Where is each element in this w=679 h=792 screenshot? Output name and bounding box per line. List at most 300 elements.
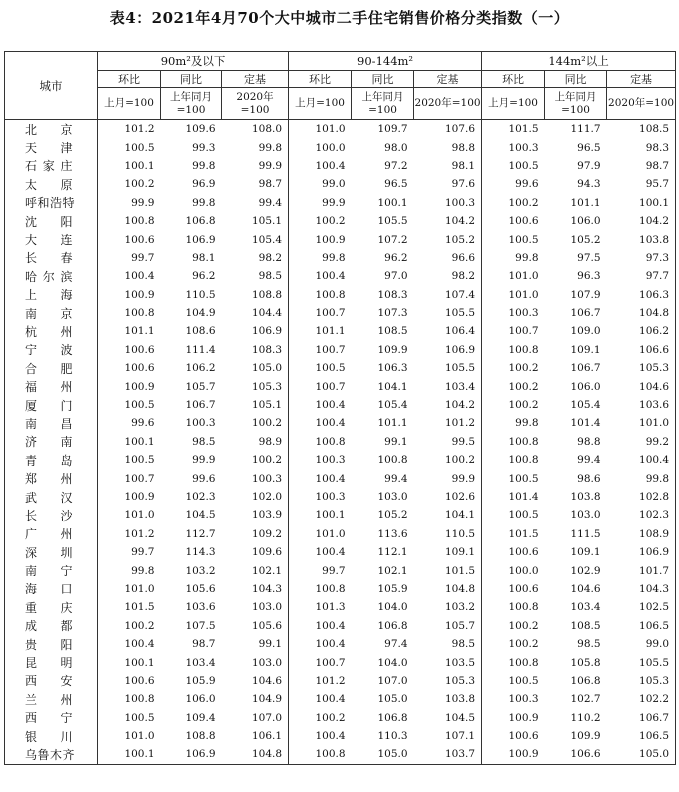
index-value-cell: 101.2: [445, 417, 476, 430]
index-value-cell: 107.3: [377, 307, 408, 320]
city-name: 乌鲁木齐: [25, 747, 76, 762]
index-value-cell: 100.6: [482, 212, 545, 230]
index-value-cell: 100.5: [98, 138, 161, 156]
index-value-cell: 96.5: [384, 178, 408, 191]
index-value-cell: 106.5: [607, 617, 676, 635]
index-value-cell: 98.8: [451, 141, 476, 154]
city-cell: [5, 469, 98, 487]
index-value-cell: 105.0: [251, 362, 283, 375]
index-value-cell: 99.6: [192, 472, 216, 485]
index-value-cell: 100.2: [482, 396, 545, 414]
city-cell: [5, 525, 98, 543]
index-value-cell: 100.2: [251, 417, 283, 430]
index-value-cell: 100.9: [98, 286, 161, 304]
index-value-cell: 105.3: [251, 380, 283, 393]
index-value-cell: 100.8: [289, 745, 352, 764]
index-value-cell: 109.6: [251, 546, 283, 559]
index-value-cell: 100.7: [289, 341, 352, 359]
index-value-cell: 100.6: [98, 359, 161, 377]
city-name: 南宁: [25, 564, 73, 579]
index-value-cell: 99.8: [607, 469, 676, 487]
index-value-cell: 99.8: [482, 414, 545, 432]
group-header-small: 90m²及以下: [98, 52, 289, 71]
city-name: 哈尔滨: [25, 269, 73, 284]
index-value-cell: 106.3: [607, 286, 676, 304]
index-value-cell: 106.7: [185, 399, 216, 412]
index-value-cell: 100.8: [98, 212, 161, 230]
index-value-cell: 105.1: [251, 215, 283, 228]
city-name: 南昌: [25, 416, 73, 431]
index-value-cell: 104.1: [377, 380, 408, 393]
index-value-cell: 104.0: [377, 656, 408, 669]
table-row: [5, 341, 676, 359]
index-value-cell: 106.0: [570, 380, 601, 393]
col-header-base: 定基: [607, 71, 676, 88]
index-value-cell: 100.3: [251, 472, 283, 485]
index-value-cell: 105.6: [251, 619, 283, 632]
index-value-cell: 96.2: [384, 251, 408, 264]
index-value-cell: 99.7: [289, 561, 352, 579]
base-header-2020: 2020年=100: [222, 88, 289, 120]
index-value-cell: 100.5: [482, 672, 545, 690]
index-value-cell: 98.7: [258, 178, 283, 191]
col-header-yoy: 同比: [545, 71, 607, 88]
index-value-cell: 102.7: [570, 693, 601, 706]
index-value-cell: 100.4: [289, 635, 352, 653]
table-row: [5, 396, 676, 414]
index-value-cell: 97.3: [607, 249, 676, 267]
index-value-cell: 100.4: [289, 543, 352, 561]
index-value-cell: 102.2: [607, 690, 676, 708]
index-value-cell: 101.5: [98, 598, 161, 616]
city-name: 海口: [25, 582, 73, 597]
index-value-cell: 95.7: [607, 175, 676, 193]
city-name: 上海: [25, 288, 73, 303]
city-cell: [5, 359, 98, 377]
city-name: 杭州: [25, 324, 73, 339]
index-value-cell: 102.3: [185, 491, 216, 503]
index-value-cell: 100.8: [482, 598, 545, 616]
index-value-cell: 108.6: [185, 325, 216, 338]
index-value-cell: 98.2: [258, 251, 283, 264]
index-value-cell: 100.4: [289, 690, 352, 708]
index-value-cell: 102.0: [251, 491, 283, 503]
index-value-cell: 105.4: [251, 233, 283, 246]
base-header-last-month: 上月=100: [289, 88, 352, 120]
table-row: [5, 506, 676, 524]
index-value-cell: 100.4: [98, 267, 161, 285]
index-value-cell: 101.0: [289, 120, 352, 139]
index-value-cell: 106.9: [445, 343, 476, 356]
base-header-last-month: 上月=100: [482, 88, 545, 120]
index-value-cell: 98.0: [384, 141, 408, 154]
index-value-cell: 106.7: [607, 709, 676, 727]
index-value-cell: 104.4: [251, 307, 283, 320]
index-value-cell: 109.9: [377, 343, 408, 356]
index-value-cell: 111.7: [570, 123, 601, 136]
index-value-cell: 106.0: [185, 693, 216, 706]
table-row: [5, 745, 676, 764]
city-cell: [5, 341, 98, 359]
index-value-cell: 104.0: [377, 601, 408, 614]
index-value-cell: 100.8: [482, 433, 545, 451]
index-value-cell: 100.7: [482, 322, 545, 340]
city-cell: [5, 212, 98, 230]
index-value-cell: 106.2: [185, 362, 216, 375]
index-value-cell: 101.5: [482, 525, 545, 543]
index-value-cell: 104.6: [251, 674, 283, 687]
index-value-cell: 104.8: [222, 745, 289, 764]
city-name: 昆明: [25, 656, 73, 671]
col-header-yoy: 同比: [161, 71, 222, 88]
index-value-cell: 101.7: [607, 561, 676, 579]
index-value-cell: 100.3: [185, 417, 216, 430]
index-value-cell: 104.1: [445, 509, 476, 522]
index-value-cell: 105.0: [377, 693, 408, 706]
index-value-cell: 101.1: [570, 196, 601, 209]
index-value-cell: 100.5: [482, 157, 545, 175]
city-cell: [5, 267, 98, 285]
index-value-cell: 109.7: [377, 123, 408, 136]
index-value-cell: 101.1: [289, 322, 352, 340]
index-value-cell: 96.9: [192, 178, 216, 191]
city-name: 长春: [25, 251, 73, 266]
index-value-cell: 106.2: [607, 322, 676, 340]
table-row: [5, 230, 676, 248]
index-value-cell: 100.5: [98, 396, 161, 414]
city-cell: [5, 396, 98, 414]
index-value-cell: 104.8: [445, 582, 476, 595]
city-name: 太原: [25, 177, 73, 192]
index-value-cell: 100.4: [607, 451, 676, 469]
index-value-cell: 106.6: [607, 341, 676, 359]
index-value-cell: 99.3: [192, 141, 216, 154]
city-name: 青岛: [25, 453, 73, 468]
index-value-cell: 109.1: [570, 343, 601, 356]
index-value-cell: 101.2: [98, 120, 161, 139]
city-name: 石家庄: [25, 159, 73, 174]
base-header-last-year: 上年同月 =100: [352, 88, 414, 120]
index-value-cell: 99.5: [451, 435, 476, 448]
city-cell: [5, 617, 98, 635]
city-cell: [5, 561, 98, 579]
index-value-cell: 105.2: [445, 233, 476, 246]
index-value-cell: 108.3: [251, 343, 283, 356]
city-name: 合肥: [25, 361, 73, 376]
index-value-cell: 100.2: [445, 454, 476, 467]
table-row: [5, 488, 676, 506]
index-value-cell: 100.9: [289, 230, 352, 248]
index-value-cell: 100.4: [289, 469, 352, 487]
index-value-cell: 112.7: [185, 527, 216, 540]
index-value-cell: 102.3: [607, 506, 676, 524]
index-value-cell: 99.0: [289, 175, 352, 193]
index-value-cell: 105.2: [570, 233, 601, 246]
index-value-cell: 103.4: [570, 601, 601, 614]
index-value-cell: 100.2: [251, 454, 283, 467]
table-row: [5, 617, 676, 635]
index-value-cell: 100.2: [482, 635, 545, 653]
index-value-cell: 108.8: [251, 288, 283, 301]
index-value-cell: 100.1: [377, 196, 408, 209]
index-value-cell: 103.0: [251, 601, 283, 614]
index-value-cell: 100.3: [482, 138, 545, 156]
city-name: 成都: [25, 619, 73, 634]
index-value-cell: 98.6: [577, 472, 601, 485]
index-value-cell: 104.5: [185, 509, 216, 522]
index-value-cell: 103.4: [185, 656, 216, 669]
index-value-cell: 99.9: [192, 454, 216, 467]
index-value-cell: 104.2: [607, 212, 676, 230]
city-name: 沈阳: [25, 214, 73, 229]
city-name: 宁波: [25, 343, 73, 358]
index-value-cell: 101.1: [377, 417, 408, 430]
index-value-cell: 102.5: [607, 598, 676, 616]
index-value-cell: 100.8: [98, 690, 161, 708]
city-name: 广州: [25, 527, 73, 542]
index-value-cell: 100.5: [289, 359, 352, 377]
index-value-cell: 101.3: [289, 598, 352, 616]
index-value-cell: 99.1: [384, 435, 408, 448]
index-value-cell: 111.4: [185, 343, 216, 356]
city-cell: [5, 543, 98, 561]
city-cell: [5, 433, 98, 451]
index-value-cell: 104.3: [607, 580, 676, 598]
table-row: [5, 690, 676, 708]
index-value-cell: 101.5: [445, 564, 476, 577]
index-value-cell: 109.6: [185, 123, 216, 136]
city-cell: [5, 249, 98, 267]
index-value-cell: 103.2: [445, 601, 476, 614]
city-cell: [5, 653, 98, 671]
city-cell: [5, 709, 98, 727]
index-value-cell: 108.0: [251, 123, 283, 136]
index-value-cell: 109.9: [570, 730, 601, 743]
table-row: [5, 194, 676, 212]
table-row: [5, 580, 676, 598]
index-value-cell: 106.9: [185, 233, 216, 246]
index-value-cell: 104.6: [570, 582, 601, 595]
index-value-cell: 99.4: [258, 196, 283, 209]
index-value-cell: 107.0: [251, 711, 283, 724]
index-value-cell: 101.0: [482, 286, 545, 304]
index-value-cell: 105.5: [607, 653, 676, 671]
index-value-cell: 108.8: [185, 730, 216, 743]
index-value-cell: 108.5: [607, 120, 676, 139]
index-value-cell: 106.8: [185, 215, 216, 228]
index-value-cell: 105.6: [185, 582, 216, 595]
index-value-cell: 104.9: [251, 693, 283, 706]
index-value-cell: 100.8: [482, 653, 545, 671]
city-cell: [5, 727, 98, 745]
index-value-cell: 100.3: [289, 451, 352, 469]
index-value-cell: 108.5: [570, 619, 601, 632]
index-value-cell: 107.9: [570, 288, 601, 301]
index-value-cell: 97.0: [384, 270, 408, 283]
index-value-cell: 100.8: [482, 341, 545, 359]
city-name: 贵阳: [25, 637, 73, 652]
index-value-cell: 100.4: [289, 267, 352, 285]
city-cell: [5, 580, 98, 598]
index-value-cell: 100.0: [289, 138, 352, 156]
index-value-cell: 98.1: [192, 251, 216, 264]
index-value-cell: 97.5: [577, 251, 601, 264]
index-value-cell: 103.4: [445, 380, 476, 393]
index-value-cell: 107.6: [445, 123, 476, 136]
index-value-cell: 114.3: [185, 546, 216, 559]
index-value-cell: 106.0: [570, 215, 601, 228]
index-value-cell: 97.4: [384, 638, 408, 651]
index-value-cell: 106.5: [607, 727, 676, 745]
index-value-cell: 96.6: [451, 251, 476, 264]
table-row: [5, 653, 676, 671]
group-header-medium: 90-144m²: [289, 52, 482, 71]
index-value-cell: 106.6: [545, 745, 607, 764]
city-cell: [5, 322, 98, 340]
index-value-cell: 99.7: [98, 249, 161, 267]
index-value-cell: 99.8: [98, 561, 161, 579]
index-value-cell: 102.1: [377, 564, 408, 577]
city-cell: [5, 506, 98, 524]
index-value-cell: 102.1: [251, 564, 283, 577]
table-body: [5, 120, 676, 765]
index-value-cell: 113.6: [377, 527, 408, 540]
city-column-header: 城市: [5, 52, 98, 120]
index-value-cell: 100.2: [482, 377, 545, 395]
index-value-cell: 103.8: [570, 491, 601, 503]
index-value-cell: 99.8: [289, 249, 352, 267]
col-header-mom: 环比: [289, 71, 352, 88]
table-row: [5, 267, 676, 285]
city-cell: [5, 230, 98, 248]
index-value-cell: 108.9: [607, 525, 676, 543]
city-name: 呼和浩特: [25, 196, 76, 211]
city-cell: [5, 120, 98, 139]
city-cell: [5, 672, 98, 690]
index-value-cell: 97.7: [607, 267, 676, 285]
col-header-mom: 环比: [482, 71, 545, 88]
col-header-mom: 环比: [98, 71, 161, 88]
index-value-cell: 109.1: [445, 546, 476, 559]
index-value-cell: 97.2: [384, 159, 408, 172]
index-value-cell: 100.1: [98, 433, 161, 451]
index-value-cell: 101.0: [98, 727, 161, 745]
index-value-cell: 103.5: [445, 656, 476, 669]
index-value-cell: 106.7: [570, 307, 601, 320]
index-value-cell: 100.7: [98, 469, 161, 487]
index-value-cell: 109.4: [185, 711, 216, 724]
base-header-last-year: 上年同月 =100: [545, 88, 607, 120]
index-value-cell: 100.1: [98, 653, 161, 671]
index-value-cell: 101.4: [482, 488, 545, 506]
index-value-cell: 106.9: [607, 543, 676, 561]
index-value-cell: 106.8: [377, 619, 408, 632]
table-row: [5, 157, 676, 175]
index-value-cell: 101.4: [570, 417, 601, 430]
index-value-cell: 105.5: [377, 215, 408, 228]
table-row: [5, 138, 676, 156]
index-value-cell: 103.0: [251, 656, 283, 669]
index-value-cell: 99.7: [98, 543, 161, 561]
table-row: [5, 212, 676, 230]
city-cell: [5, 157, 98, 175]
city-name: 兰州: [25, 692, 73, 707]
index-value-cell: 103.0: [377, 491, 408, 503]
city-cell: [5, 194, 98, 212]
index-value-cell: 100.4: [98, 635, 161, 653]
table-row: [5, 561, 676, 579]
base-header-2020: 2020年=100: [607, 88, 676, 120]
index-value-cell: 104.3: [251, 582, 283, 595]
index-value-cell: 105.4: [377, 399, 408, 412]
index-value-cell: 101.2: [289, 672, 352, 690]
city-cell: [5, 635, 98, 653]
index-value-cell: 100.5: [482, 506, 545, 524]
index-value-cell: 105.9: [185, 674, 216, 687]
table-row: [5, 359, 676, 377]
city-cell: [5, 745, 98, 764]
index-value-cell: 99.0: [607, 635, 676, 653]
index-value-cell: 100.9: [98, 488, 161, 506]
base-header-last-year: 上年同月 =100: [161, 88, 222, 120]
index-value-cell: 98.7: [607, 157, 676, 175]
index-value-cell: 100.4: [289, 157, 352, 175]
table-row: [5, 709, 676, 727]
index-value-cell: 105.3: [445, 674, 476, 687]
index-value-cell: 101.0: [98, 580, 161, 598]
index-value-cell: 99.2: [607, 433, 676, 451]
index-value-cell: 100.8: [482, 451, 545, 469]
index-value-cell: 105.4: [570, 399, 601, 412]
city-cell: [5, 414, 98, 432]
index-value-cell: 100.7: [289, 304, 352, 322]
table-row: [5, 598, 676, 616]
city-cell: [5, 175, 98, 193]
index-value-cell: 103.9: [251, 509, 283, 522]
table-row: [5, 414, 676, 432]
table-row: [5, 433, 676, 451]
table-row: [5, 120, 676, 139]
city-name: 长沙: [25, 508, 73, 523]
index-value-cell: 100.6: [482, 580, 545, 598]
index-value-cell: 100.6: [98, 672, 161, 690]
city-cell: [5, 138, 98, 156]
index-value-cell: 106.7: [570, 362, 601, 375]
index-value-cell: 98.1: [451, 159, 476, 172]
index-value-cell: 100.8: [289, 286, 352, 304]
city-name: 北京: [25, 122, 73, 137]
index-value-cell: 100.1: [607, 194, 676, 212]
index-value-cell: 101.0: [98, 506, 161, 524]
index-value-cell: 104.2: [445, 215, 476, 228]
col-header-yoy: 同比: [352, 71, 414, 88]
index-value-cell: 102.9: [570, 564, 601, 577]
index-value-cell: 105.2: [377, 509, 408, 522]
index-value-cell: 100.8: [98, 304, 161, 322]
index-value-cell: 106.1: [251, 730, 283, 743]
table-row: [5, 727, 676, 745]
index-value-cell: 99.6: [482, 175, 545, 193]
index-value-cell: 99.9: [451, 472, 476, 485]
table-row: [5, 525, 676, 543]
index-value-cell: 100.6: [98, 230, 161, 248]
index-value-cell: 100.8: [289, 580, 352, 598]
index-value-cell: 100.3: [445, 196, 476, 209]
index-value-cell: 105.0: [352, 745, 414, 764]
index-value-cell: 100.4: [289, 617, 352, 635]
index-value-cell: 110.5: [445, 527, 476, 540]
index-value-cell: 100.4: [289, 414, 352, 432]
